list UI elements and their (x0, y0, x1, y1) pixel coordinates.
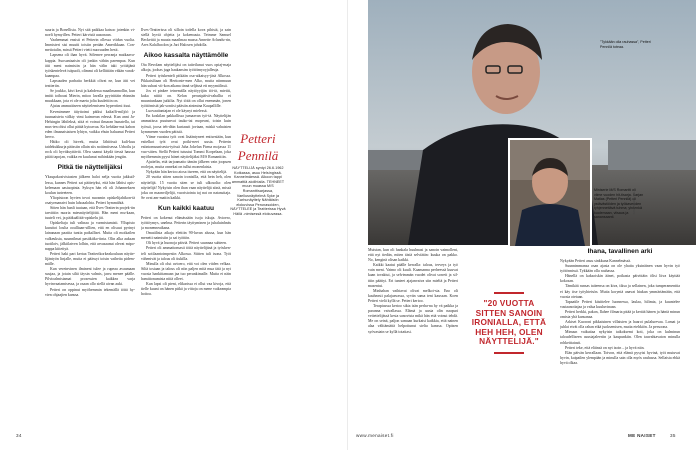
pull-quote-text: "20 VUOTTA SITTEN SANOIN IRONIALLA, ETTÄ HEH HEH, OLEN NÄYTTELIJÄ." (471, 298, 547, 347)
paragraph: Petteri haki pari kertaa Teatterikorkeakouluun näytte-lijäntyön linjalle, mutta ei päässyt toisin vaiheita pidem-mälle. (45, 251, 135, 267)
paragraph: Petteri on kokenut elämässään isoja iskuja. Avioero, työttöymys, unelma. Petterin täyttyminen ja juhaluinhnäs ja monenneaikana. (141, 215, 231, 231)
pull-quote-rule-bottom (494, 352, 524, 354)
sidebar-name-line2: Pennilä (237, 148, 279, 163)
subheading: Aikoo kassalta näyttämölle (143, 52, 229, 60)
paragraph: Elän päivän kerrallaan. Toivon, että elämä pysyisi hyvinä, työt muiuvat hyvin, kaipailen ylempään ja minulla sain olla myös rauhassa. Sellaista ehkä hyvä olkaa. (560, 350, 680, 365)
paragraph: En koskilan pakkallissa jumaavan työ-tä. Näyttelijän ammatissa puutunvat tauko-tai mopeant, toisin kuin työssä, joosa teh-däin kurtaastt joviaan, miskä vahaisten kymmenen vuoden pätistä. (141, 114, 231, 134)
paragraph: Ilves-Teatterissa oli silloin todella kova pihistä, ja sain siellä hyviä ohjeita ja kokemusta. Teimme Samuel Beckettiä ja muuta maailmaa mussa Annette Arlandu-rin, Ares Kalalhoolon ja Jari Halosen johdolla. (141, 28, 231, 48)
paragraph: Minhahan vaihtavat olivat melkoi-sia. Eno oli kauheasti palajaavassa, syvän sama teni kaussan. Koen Petteri vielä kyllä se. Petteri kertoo. (368, 288, 458, 303)
paragraph: Häiko oli hirvek, mutta lähiöissä kuli-kuu taidekukkurja päässtin ollain siis noitimiisessa. Urhoilu ja rock oli hyväksyttäviä. Oleu saanut käydä tiessä haussa pitää tapojan, vaikka en kuulunut mihinkään jengiin. (45, 140, 135, 160)
paragraph: Kun lapsi oli pieni, elikarissa ei ollut vaa kivoja, että tielle kuuni on hänen pitkä ja vittoja on mene vaikeampia hoitoa. (141, 282, 231, 297)
paragraph: suurta ja Bonellista. Nyt sitä paikkaa katsoo jotenkin vi-noeli hymyillen. Petteri kärvistä uusonaan. (45, 28, 135, 38)
paragraph: Viime vuosina työt ovat lisääntyneet entisestään, kun esitelkot työt ovat poiki-neet uusia. Petterin esiintomuunisesta-työssä Juha Jokelan Firma mojassa 11 vuo-sitten. Siellä Petteri tutustui Tommi Korpelaan, joka myöhemmin pyysi hänet näyttelijäksi M/S Romanttiin. (141, 134, 231, 160)
pull-quote-rule-top (494, 292, 524, 294)
text-column-3 (368, 248, 458, 430)
paragraph: Yliopistoon hyvien tovoi nuosmin opiskelijahikon-tä osaiyrmanaivi huin lahoaalohta. Petteri hymmähtä. (45, 195, 135, 205)
inset-photo (508, 138, 592, 248)
footer-brand: ME NAISET (628, 433, 656, 438)
paragraph: Yksupakosivistasten jälkeen haloi nelja vuotta jakkuil-lessa, kunnes Petteri sai päätetyksi, että hän lähtisi opis-kelemaan aasiaopinia. Syksyn hän eli oli Johanneksen koulun tarteeteen. (45, 175, 135, 195)
paragraph: Petteri oli ammattomasti töitä näyttelijänä ja työsken-teli sotilaantoimpestin Alkossa. Siitten tuli isona. Työt vähenivät ja talous oli tiukilla. (141, 246, 231, 261)
paragraph: Omatilista aikaja elettiin 90-luvan alussa, kun hän menetti naimisiin ja sai työttön. (141, 231, 231, 241)
paragraph: Suunnimmansa osan ajasta on ole yhatta yksinäinen vaan hyvin työ työtönnissä. Tykkään olla rauhassa. (560, 264, 680, 274)
paragraph: Nykyään Petteri asuu sinkkuna Kannelmässä. (560, 259, 631, 263)
subheading: Pitkä tie näyttelijäksi (57, 164, 123, 172)
paragraph: Tämikää runsas taiteensa on kiva, tiksa ja sellainen, joka tumperamenttia ei käy itse työyhteisön. Mutta koryntä anavat hiukan ymmärtämään, että vuosia otetaan. (560, 284, 680, 299)
photo-caption: "Tykkään olla rauhassa", Petteri Pennilä toteaa. (600, 40, 651, 49)
paragraph: Tapaatile Petteri käsittelee luonnessa, laulaa, hilimia, ja kuuntelee vastaanottajaa ja valua kuuluvinaan. (560, 299, 680, 309)
paragraph: Petteri herkki, pakon, Ilahee filmaria pitää ja kertää hänen ja häntä minun omista yhä kansanaa. (560, 309, 680, 320)
subheading: Kun kaikki kaatuu (157, 204, 215, 212)
paragraph: Muistan, kun oli hankala huuhnasi ja sanoin vaimolleni, että nyt tiedän, miten tästä selviätän: kuuka on pakko. No, kenginä olisan kaikki. (368, 248, 458, 263)
paragraph: 20 vuotta sitten sanoin ironisilla, että hein heh, olen näyttelijä. 15 vuotta siten se tuli ulkosolta: olen näyttelijä! Nykyisin olen ihan vaan näyttelijä siinä, missä joku on maanviljelijä, vuoristointa taj nat on natasuttaja. Se ovat am-mattin kaikki. (141, 175, 231, 200)
paragraph: Se joukko, kävi kesä ja kahdessa maailmannollin, kun tmitit toiboasi Mierin, mitoo lavalla pyyirittäin ehinnän muukkaan, jota ei ole maeta jolta kuulettiin on. (45, 89, 135, 104)
sidebar-bio: NÄYTTELIJÄ syntyi 26.6.1962 Kotkassa, asuu Helsingissä. Kannelmäessä. Alkoon tappi ammattiä aiolihtaila. TEHNEET muun muassa M/S Romanttisarjassa, Vaellusnäyttelmä Syke ja Karhunäyttely Nähtäisiin elokuvissa Perunasoiden, NÄYTTELEE ja Teatterissa Hyvä Häilä -nimisessä elokuvassa. (230, 166, 286, 216)
pull-quote (468, 292, 550, 354)
paragraph: Ajattelin, että tarjoamatto tämän jälkeen vain joopuen roolejas, mutta onnekai on tullut monenlaisia. (141, 160, 231, 170)
paragraph: Vaahemmat ensisti ei Petterin ollessa viidun vuolta. Immisteri sisi muutti toisiin perään Amerikkaan. Con-metiotalin, missä Petteri vietti nuoruuden hesit. (45, 38, 135, 53)
paragraph: Sitten hän hunli tuutaan, että Ilves-Teatterin projek-tin tarvittiin nuoria miesnäyttelijöitä. Hän meni mu-kaan, tuuteli vei, ja pääkuäliitä-opiskelu jäi. (45, 206, 135, 221)
text-column-1 (45, 28, 135, 428)
paragraph: Jos ei pinkee teinemälla näytöyyijän töi-tä, mietiti, kuka niiitä on. Kelan perusipäivä-rahallta ei muuntunkaan jutkilta. Nyt töitä on ollut enemmän, jonen työttömistä jak-soniisi päästin ainimina Kaupallille. (141, 88, 231, 109)
paragraph: Arkiset Kuoroni pikkaisinen villaisien ja haaroi pulalurevaa. Lomat ja juhlat eivät olla rahan eikä juoksemisen, mutta etehkiön. Ja persoona. (560, 320, 680, 330)
paragraph: Terapiasssa kertoo sikta isän perha-na hy vä paikka ja paranna vaivallassa. Elämä ja uusia olin naapuri veitettelijässä kesta sanovista mikä hän että voinut tehdä. Me on seinä, paljon samaan kurkaisi kaikkia, että nainen alaa välttämättä helpottunut sielta kanssa. Opitsen syövastain se kyllä totatiasi. (368, 304, 458, 334)
paragraph: Kaikki kaatui päälle kerralla: talous, terveys ja työ vain meni. Vaimo oli kuuli. Kaamanna perheessä kuuvat kaan tovaktui, ja selvimmän vuodet olivat sorreit ja sil-ttiin päättyi. Eri tunteet ajajanvaiva siin mieltä ja Petteri masentui. (368, 263, 458, 288)
paragraph: Hänellä on kaksoiskin äänet, poikasta päivittäin ölisi liiva käyttää kokosan. (560, 274, 680, 284)
paragraph: Luovaaitantajan ei ole käynyt mielessä. (146, 109, 208, 114)
paragraph: Lapsuuden parhaita herkkiä olivat ne, kun äiti vei teatteriin. (45, 78, 135, 89)
paragraph: Opiskeltaja tuli valinaa ja varmistumisti. Yllupisto kuruttoi loulta ooalliaan-sillien, että en olisuut pyrinyt lainanaan paatita tuntia paikalliset. Mutta oli moikailen valkeuksia, suunnilmat pasiikiiko-tinta. Olin alka auksan tuotiloiv, jälkiilaiven lolhin, että arvasaanut olevat mipo-nappa kiitettyä. (45, 221, 135, 251)
text-column-4 (560, 248, 680, 430)
page-number-right: 35 (670, 433, 676, 438)
inset-caption: Miniserie M/S Romantti oli viime vuoden hit-tisarja. Sarjan Matias (Petteri Pennilä) oli ystävästöiden ja työkaveriden tyhjennettävä tuhma; yhdenkä kuolemaan, viisaus ja sanansaanti. (594, 188, 644, 219)
paragraph: Minulla oli olut avioero, että voi olen viiden velkaa. Siltä tosiaan ja talous oli niin paljen mitä mua tätä ja nyt vuosia hankittamaan jaa tuo perunkimalle. Mutta ei näin hamittonumista niitä olleet. (141, 261, 231, 282)
paragraph: Nykyään hän kertoo aiosa itseeen, että on näyttelijä. (146, 170, 228, 175)
photo-credit: TIIA FORSMAN (632, 190, 636, 215)
paragraph: Petteri teke, että eläinsä on nyt isoin – ja hyvä niin. (565, 345, 645, 350)
page-number-left: 34 (16, 433, 22, 438)
text-column-2 (141, 28, 231, 428)
paragraph: Kevmimmee äiiyttoimi päiksi kaltaffi-miljöö ja tuunaaisteta välkty vimi kaimeran edessä. Kun anni Ja-Helsingin lähtleksä, siitä ei voinut ilmaran hunatella, tai mus-ten ohisi ollut päätä kytoavaa. Ko kehälan-nut kahon eden ilmanaistaisen lyhtyn, vaikku ehsin haluanut Petteri hervo. (45, 109, 135, 139)
paragraph: Kun vereinvinen ilmineni tulee ja rupeaa avaamaan suujaa, ja jotain siltä täysin valmis, jarru menee päälle. Pilvioalmistamat prosessien kaikkea varja hyvinvaatamisessa, ja osaan ollo siellä aivan auki. (45, 267, 135, 287)
paragraph: Petteri on oppinut myöhemmin tekemällä töitä hy-vien ohjaajien kanssa. (45, 287, 135, 297)
profile-sidebar (228, 132, 288, 217)
subheading: Ihana, tavallinen arki (587, 248, 653, 255)
paragraph: Petteri työskenteli pitkään osa-aikaisyy-jäsä Alkossa. Pikkaisiltaan oli Herttonie-men Alko, mutta niinmuun hän suhasi vii-kon aikana tinnä seljässä ett myymälissä. (141, 73, 231, 88)
footer-website: www.menaiset.fi (356, 433, 394, 438)
inset-photo-illustration (510, 140, 590, 246)
paragraph: Minuun vaikuttaa nykyisin taikoksemi koti, joka on kulminun taloudelliseen asustajaleeriin ja kaupunkiin. Olen tauvahtavaton minulla rohkeittaiasti. (560, 330, 680, 345)
paragraph: Ota Revolam näyttelijäsi on taiteilunut vuos opiaj-maja alkoja, joohas juga haakansim työtöimyoyjalleuja. (141, 63, 231, 73)
paragraph: Oli hyvä ja huonoja päiviä. Petteri suunnaa suhteen. (146, 241, 227, 246)
sidebar-name-line1: Petteri (240, 131, 276, 146)
paragraph: Ajatus ammattiseen näyttelemiseen hyperriimi itsui. (50, 104, 132, 109)
paragraph: Lapsena oli ihan hyvä. Sölemee perranja maikaava-kappia. Suosuntaaisin oli jonkin vähän parempaa. Kun äiti meni naimisiin ja hän välin taki yrittäjänä työskentelevä isäpuoli, olimmi oli kellittiäin väkän varak-kaampaa. (45, 53, 135, 78)
